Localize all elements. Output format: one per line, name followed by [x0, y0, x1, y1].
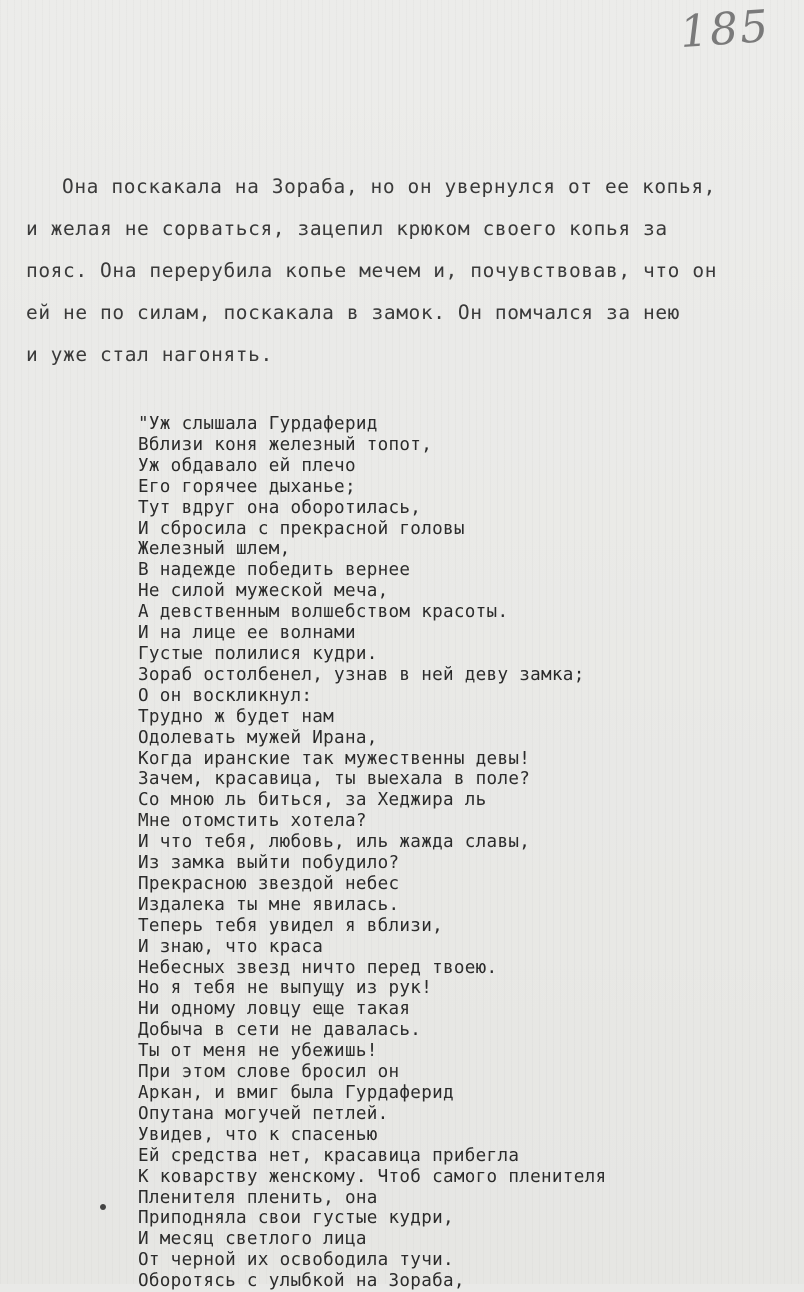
verse-line: Но я тебя не выпущу из рук!: [138, 978, 433, 999]
verse-line: Мне отомстить хотела?: [138, 811, 367, 832]
verse-line: "Уж слышала Гурдаферид: [138, 414, 378, 434]
verse-line: Зораб остолбенел, узнав в ней деву замка;: [138, 664, 585, 685]
verse-line: Добыча в сети не давалась.: [138, 1020, 422, 1041]
verse-line: Вблизи коня железный топот,: [138, 434, 433, 455]
verse-line: Ни одному ловцу еще такая: [138, 999, 411, 1020]
verse-line: Из замка выйти побудило?: [138, 853, 400, 874]
verse-line: Ей средства нет, красавица прибегла: [138, 1145, 520, 1166]
verse-line: Приподняла свои густые кудри,: [138, 1208, 454, 1229]
ink-dot: [100, 1204, 106, 1210]
verse-line: Небесных звезд ничто перед твоею.: [138, 957, 498, 978]
verse-line: Железный шлем,: [138, 539, 291, 560]
verse-line: А девственным волшебством красоты.: [138, 602, 509, 623]
verse-line: В надежде победить вернее: [138, 560, 411, 581]
prose-line: и желая не сорваться, зацепил крюком своего копья за: [26, 217, 668, 240]
verse-line: Увидев, что к спасенью: [138, 1124, 378, 1145]
verse-line: Ты от меня не убежишь!: [138, 1041, 378, 1062]
verse-line: Издалека ты мне явилась.: [138, 894, 400, 915]
prose-line: Она поскакала на Зораба, но он увернулся от ее копья,: [62, 175, 717, 198]
verse-line: И на лице ее волнами: [138, 623, 356, 644]
verse-line: Со мною ль биться, за Хеджира ль: [138, 790, 487, 811]
verse-line: Аркан, и вмиг была Гурдаферид: [138, 1083, 454, 1103]
verse-line: Прекрасною звездой небес: [138, 873, 400, 894]
prose-line: и уже стал нагонять.: [26, 343, 273, 366]
verse-line: И знаю, что краса: [138, 936, 324, 957]
verse-line: От черной их освободила тучи.: [138, 1250, 454, 1271]
verse-line: И месяц светлого лица: [138, 1229, 367, 1250]
verse-line: Когда иранские так мужественны девы!: [138, 748, 531, 769]
verse-line: Густые полилися кудри.: [138, 643, 378, 664]
verse-line: И что тебя, любовь, иль жажда славы,: [138, 832, 531, 853]
verse-line: Трудно ж будет нам: [138, 706, 335, 727]
verse-line: К коварству женскому. Чтоб самого пленителя: [138, 1166, 607, 1187]
verse-line: Опутана могучей петлей.: [138, 1103, 389, 1124]
prose-paragraph: [26, 166, 786, 376]
verse-line: Его горячее дыханье;: [138, 476, 356, 497]
verse-line: О он воскликнул:: [138, 685, 313, 706]
verse-line: При этом слове бросил он: [138, 1062, 400, 1083]
prose-line: пояс. Она перерубила копье мечем и, почувствовав, что он: [26, 259, 718, 282]
verse-line: Теперь тебя увидел я вблизи,: [138, 915, 443, 936]
verse-line: Одолевать мужей Ирана,: [138, 727, 378, 748]
verse-line: Тут вдруг она оборотилась,: [138, 497, 422, 518]
verse-line: Не силой мужеской меча,: [138, 581, 389, 602]
verse-block: [138, 414, 778, 1292]
verse-line: Уж обдавало ей плечо: [138, 455, 356, 476]
verse-line: Оборотясь с улыбкой на Зораба,: [138, 1271, 465, 1292]
page-number: 185: [678, 0, 772, 59]
verse-line: Зачем, красавица, ты выехала в поле?: [138, 769, 531, 790]
prose-line: ей не по силам, поскакала в замок. Он помчался за нею: [26, 301, 681, 324]
verse-line: И сбросила с прекрасной головы: [138, 518, 465, 539]
verse-line: Пленителя пленить, она: [138, 1187, 378, 1208]
